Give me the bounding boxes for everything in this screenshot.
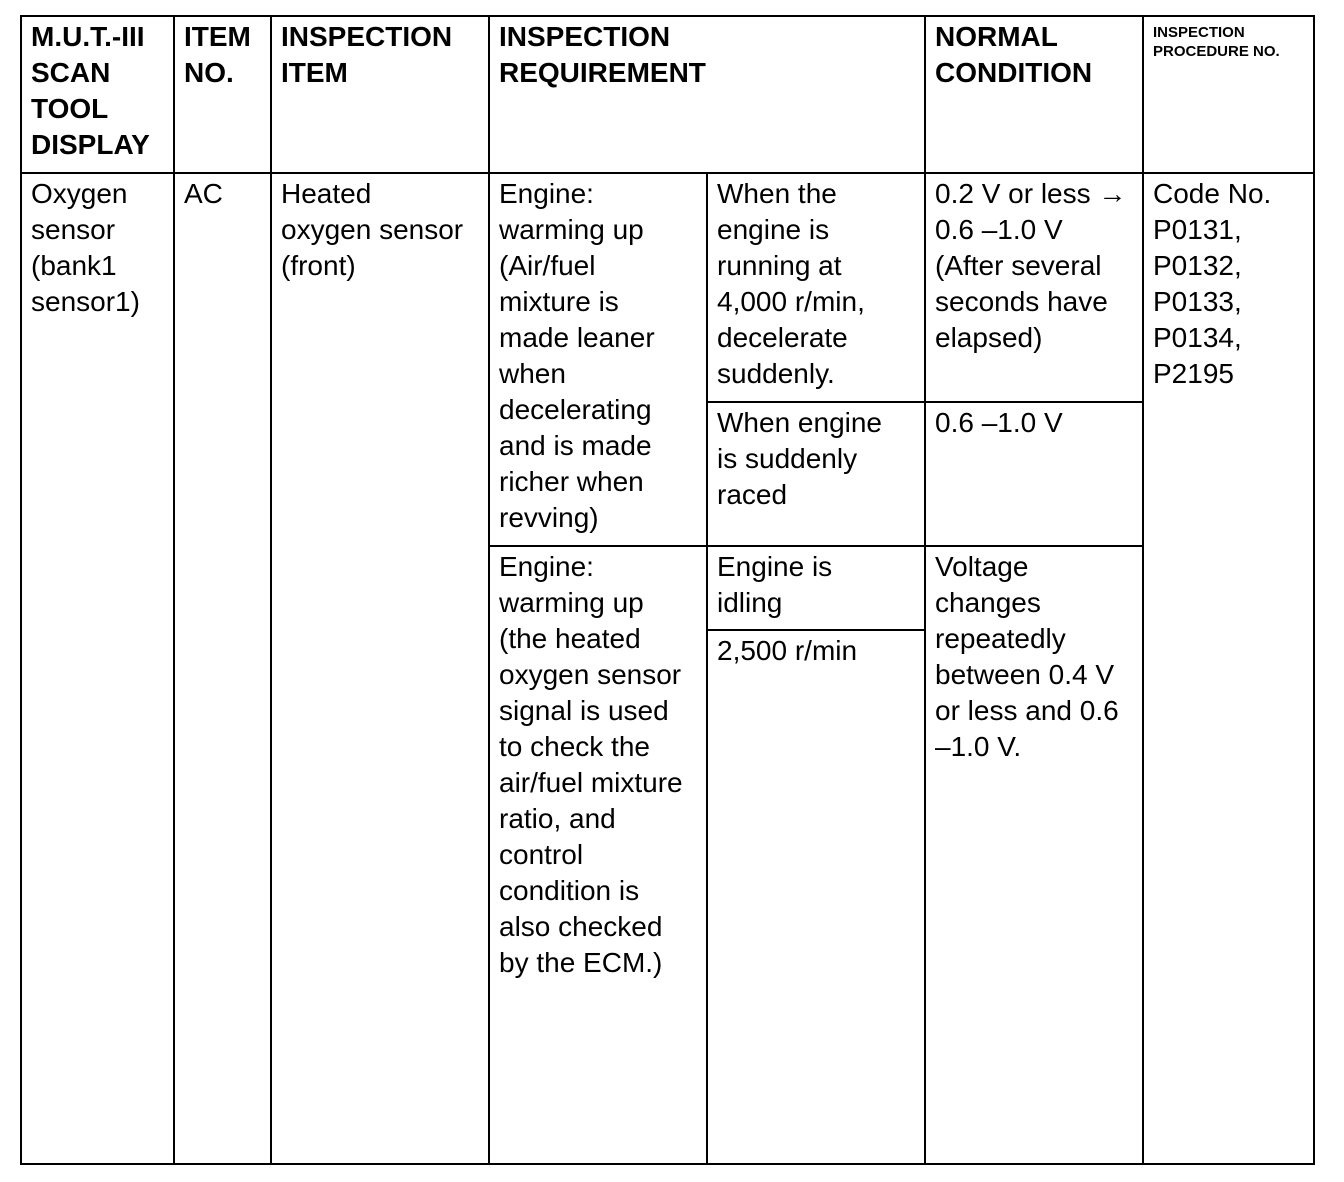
requirement-cell-1: Engine: warming up (Air/fuel mixture is made leaner when decelerating and is made richer when revving) — [489, 173, 707, 546]
condition-cell-1b: When engine is suddenly raced — [707, 402, 925, 546]
header-row — [21, 16, 1314, 173]
requirement-cell-2: Engine: warming up (the heated oxygen sensor signal is used to check the air/fuel mixture ratio, and control condition is also checked by the ECM.) — [489, 546, 707, 1164]
normal-cell-2: Voltage changes repeatedly between 0.4 V or less and 0.6 –1.0 V. — [925, 546, 1143, 1164]
normal-cell-1b: 0.6 –1.0 V — [925, 402, 1143, 546]
condition-cell-2b: 2,500 r/min — [707, 630, 925, 1164]
header-scan-tool-display: M.U.T.-III SCAN TOOL DISPLAY — [21, 16, 174, 173]
header-inspection-procedure-no: INSPECTION PROCEDURE NO. — [1143, 16, 1314, 173]
normal-cell-1a: 0.2 V or less → 0.6 –1.0 V (After several seconds have elapsed) — [925, 173, 1143, 402]
header-inspection-item: INSPECTION ITEM — [271, 16, 489, 173]
inspection-item-cell: Heated oxygen sensor (front) — [271, 173, 489, 1164]
scan-tool-display-cell: Oxygen sensor (bank1 sensor1) — [21, 173, 174, 1164]
inspection-table — [20, 15, 1315, 1165]
header-inspection-requirement: INSPECTION REQUIREMENT — [489, 16, 925, 173]
header-normal-condition: NORMAL CONDITION — [925, 16, 1143, 173]
item-no-cell: AC — [174, 173, 271, 1164]
condition-cell-1a: When the engine is running at 4,000 r/min, decelerate suddenly. — [707, 173, 925, 402]
table-row — [21, 173, 1314, 402]
condition-cell-2a: Engine is idling — [707, 546, 925, 630]
procedure-no-cell: Code No. P0131, P0132, P0133, P0134, P2195 — [1143, 173, 1314, 1164]
header-item-no: ITEM NO. — [174, 16, 271, 173]
